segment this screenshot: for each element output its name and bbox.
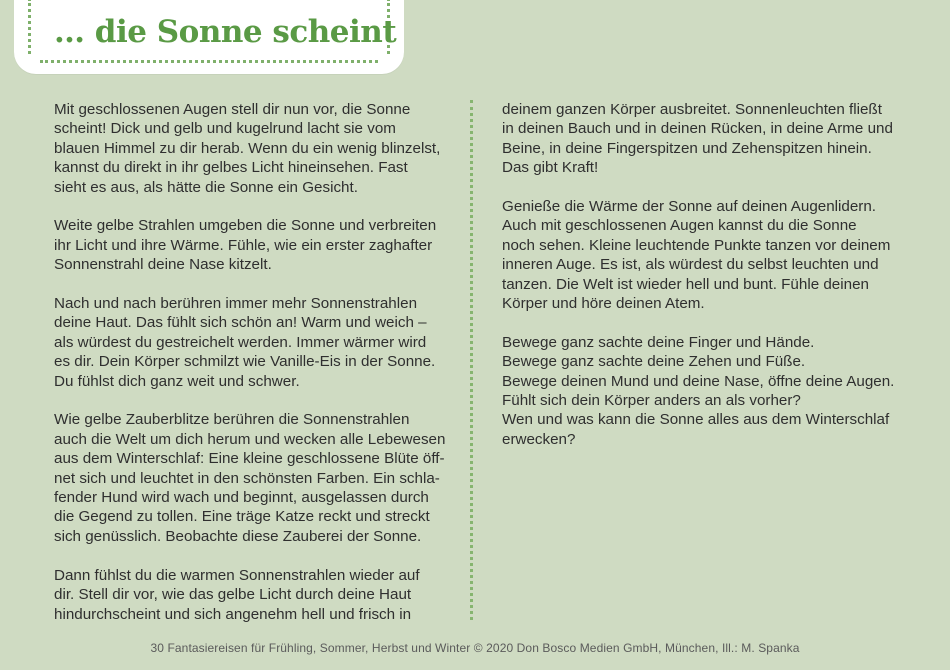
title-card [14,0,404,74]
title-card-dotted-border-left [28,0,31,54]
page-title: … die Sonne scheint [54,14,397,50]
text-column-left [54,100,460,643]
text-column-right [502,100,912,469]
paragraph: Wie gelbe Zauberblitze berühren die Sonnenstrahlen auch die Welt um dich herum und wecken alle Lebewesen aus dem Winterschlaf: Eine kleine geschlossene Blüte öff- net sich und leuchtet in den schönsten Farben. Ein schla- fender Hund wird wach und beginnt, ausgelassen durch die Gegend zu tollen. Eine träge Katze reckt und streckt sich genüsslich. Beobachte diese Zauberei der Sonne. [54,411,446,545]
paragraph: Bewege ganz sachte deine Finger und Hände. Bewege ganz sachte deine Zehen und Füße. Bewege deinen Mund und deine Nase, öffne deine Augen. Fühlt sich dein Körper anders an als vorher? Wen und was kann die Sonne alles aus dem Winterschlaf erwecken? [502,333,895,448]
paragraph: deinem ganzen Körper ausbreitet. Sonnenleuchten fließt in deinen Bauch und in deinen Rücken, in deine Arme und Beine, in deine Fingerspitzen und Zehenspitzen hinein. Das gibt Kraft! [502,101,893,177]
paragraph: Dann fühlst du die warmen Sonnenstrahlen wieder auf dir. Stell dir vor, wie das gelbe Licht durch deine Haut hindurchscheint und sich angenehm hell und frisch in [54,566,420,623]
paragraph: Genieße die Wärme der Sonne auf deinen Augenlidern. Auch mit geschlossenen Augen kannst du die Sonne noch sehen. Kleine leuchtende Punkte tanzen vor deinem inneren Auge. Es ist, als würdest du selbst leuchten und tanzen. Die Welt ist wieder hell und bunt. Fühle deinen Körper und höre deinen Atem. [502,198,891,313]
paragraph: Nach und nach berühren immer mehr Sonnenstrahlen deine Haut. Das fühlt sich schön an! Warm und weich – als würdest du gestreichelt werden. Immer wärmer wird es dir. Dein Körper schmilzt wie Vanille-Eis in der Sonne. Du fühlst dich ganz weit und schwer. [54,295,436,390]
column-divider [470,100,473,620]
paragraph: Weite gelbe Strahlen umgeben die Sonne und verbreiten ihr Licht und ihre Wärme. Fühle, wie ein erster zaghafter Sonnenstrahl deine Nase kitzelt. [54,217,437,274]
paragraph: Mit geschlossenen Augen stell dir nun vor, die Sonne scheint! Dick und gelb und kugelrund lacht sie vom blauen Himmel zu dir herab. Wenn du ein wenig blinzelst, kannst du direkt in ihr gelbes Licht hineinsehen. Fast sieht es aus, als hätte die Sonne ein Gesicht. [54,101,441,196]
footer-credit: 30 Fantasiereisen für Frühling, Sommer, Herbst und Winter © 2020 Don Bosco Medien GmbH, München, Ill.: M. Spanka [150,641,800,655]
title-card-dotted-border-bottom [40,60,378,63]
